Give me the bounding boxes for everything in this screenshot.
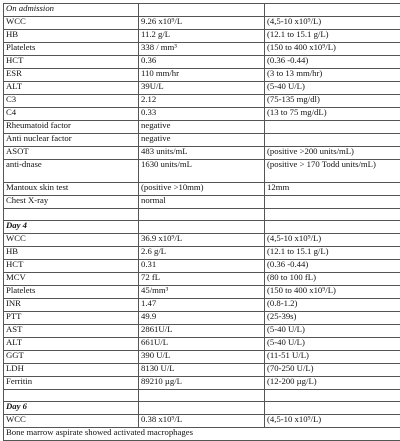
lab-row-ast xyxy=(4,325,400,338)
test-value: 72 fL xyxy=(139,273,265,286)
reference-range: (0.8-1.2) xyxy=(265,299,400,312)
test-name: C3 xyxy=(4,95,139,108)
test-value: 8130 U/L xyxy=(139,364,265,377)
test-value: 0.38 x10⁹/L xyxy=(139,415,265,428)
reference-range xyxy=(265,121,400,134)
lab-row-ptt xyxy=(4,312,400,325)
test-name: Rheumatoid factor xyxy=(4,121,139,134)
test-name: Mantoux skin test xyxy=(4,183,139,196)
test-name: HCT xyxy=(4,260,139,273)
test-value: 9.26 x10⁹/L xyxy=(139,17,265,30)
reference-range: (5-40 U/L) xyxy=(265,82,400,95)
spacer-row xyxy=(4,209,400,221)
test-value: 2861U/L xyxy=(139,325,265,338)
reference-range: (5-40 U/L) xyxy=(265,325,400,338)
reference-range: (positive > 170 Todd units/mL) xyxy=(265,160,400,183)
test-value: normal xyxy=(139,196,265,209)
reference-range xyxy=(265,196,400,209)
test-value: 11.2 g/L xyxy=(139,30,265,43)
test-name: Platelets xyxy=(4,43,139,56)
empty-cell xyxy=(4,209,139,221)
test-value: 2.6 g/L xyxy=(139,247,265,260)
lab-row-platelets xyxy=(4,286,400,299)
section-header-day-6 xyxy=(4,402,400,415)
lab-row-esr xyxy=(4,69,400,82)
section-title: Day 6 xyxy=(4,402,139,415)
reference-range: (12.1 to 15.1 g/L) xyxy=(265,247,400,260)
lab-row-ferritin xyxy=(4,377,400,390)
reference-range: (25-39s) xyxy=(265,312,400,325)
test-name: WCC xyxy=(4,415,139,428)
lab-row-hb xyxy=(4,30,400,43)
test-value: 49.9 xyxy=(139,312,265,325)
test-name: WCC xyxy=(4,17,139,30)
reference-range: (0.36 -0.44) xyxy=(265,260,400,273)
reference-range: (12-200 µg/L) xyxy=(265,377,400,390)
test-name: AST xyxy=(4,325,139,338)
test-name: LDH xyxy=(4,364,139,377)
empty-cell xyxy=(265,209,400,221)
test-value: 390 U/L xyxy=(139,351,265,364)
lab-row-wcc xyxy=(4,415,400,428)
lab-row-mantoux-skin-test xyxy=(4,183,400,196)
lab-row-rheumatoid-factor xyxy=(4,121,400,134)
test-value: 0.33 xyxy=(139,108,265,121)
lab-row-asot xyxy=(4,147,400,160)
reference-range xyxy=(265,134,400,147)
empty-cell xyxy=(139,221,265,234)
reference-range: (positive >200 units/mL) xyxy=(265,147,400,160)
test-name: ESR xyxy=(4,69,139,82)
test-name: HB xyxy=(4,30,139,43)
lab-row-inr xyxy=(4,299,400,312)
test-value: 338 / mm³ xyxy=(139,43,265,56)
reference-range: (80 to 100 fL) xyxy=(265,273,400,286)
lab-row-hct xyxy=(4,260,400,273)
lab-row-mcv xyxy=(4,273,400,286)
test-value: 89210 µg/L xyxy=(139,377,265,390)
lab-row-anti-dnase xyxy=(4,160,400,183)
lab-row-wcc xyxy=(4,17,400,30)
test-value: 483 units/mL xyxy=(139,147,265,160)
test-name: HB xyxy=(4,247,139,260)
test-name: ALT xyxy=(4,338,139,351)
reference-range: (0.36 -0.44) xyxy=(265,56,400,69)
empty-cell xyxy=(139,4,265,17)
section-title: On admission xyxy=(4,4,139,17)
test-name: ALT xyxy=(4,82,139,95)
test-name: anti-dnase xyxy=(4,160,139,183)
reference-range: 12mm xyxy=(265,183,400,196)
test-value: 661U/L xyxy=(139,338,265,351)
lab-row-hct xyxy=(4,56,400,69)
lab-row-c4 xyxy=(4,108,400,121)
lab-results-table xyxy=(3,3,400,441)
test-value: negative xyxy=(139,121,265,134)
lab-row-wcc xyxy=(4,234,400,247)
reference-range: (13 to 75 mg/dL) xyxy=(265,108,400,121)
reference-range: (150 to 400 x10⁹/L) xyxy=(265,286,400,299)
note-row xyxy=(4,428,400,441)
test-name: Platelets xyxy=(4,286,139,299)
lab-row-alt xyxy=(4,82,400,95)
reference-range: (4,5-10 x10⁹/L) xyxy=(265,17,400,30)
test-value: (positive >10mm) xyxy=(139,183,265,196)
test-name: HCT xyxy=(4,56,139,69)
test-value: negative xyxy=(139,134,265,147)
reference-range: (3 to 13 mm/hr) xyxy=(265,69,400,82)
test-name: PTT xyxy=(4,312,139,325)
lab-row-ggt xyxy=(4,351,400,364)
lab-results-body xyxy=(4,4,400,441)
empty-cell xyxy=(265,4,400,17)
reference-range: (70-250 U/L) xyxy=(265,364,400,377)
test-value: 110 mm/hr xyxy=(139,69,265,82)
test-name: GGT xyxy=(4,351,139,364)
lab-row-platelets xyxy=(4,43,400,56)
test-name: MCV xyxy=(4,273,139,286)
test-name: Anti nuclear factor xyxy=(4,134,139,147)
reference-range: (4,5-10 x10⁹/L) xyxy=(265,234,400,247)
empty-cell xyxy=(265,402,400,415)
test-name: Ferritin xyxy=(4,377,139,390)
section-header-day-4 xyxy=(4,221,400,234)
test-value: 0.36 xyxy=(139,56,265,69)
reference-range: (5-40 U/L) xyxy=(265,338,400,351)
lab-row-c3 xyxy=(4,95,400,108)
test-value: 0.31 xyxy=(139,260,265,273)
empty-cell xyxy=(265,221,400,234)
test-value: 45/mm³ xyxy=(139,286,265,299)
section-title: Day 4 xyxy=(4,221,139,234)
lab-row-alt xyxy=(4,338,400,351)
empty-cell xyxy=(139,402,265,415)
reference-range: (4,5-10 x10⁹/L) xyxy=(265,415,400,428)
test-value: 36.9 x10⁹/L xyxy=(139,234,265,247)
test-value: 2.12 xyxy=(139,95,265,108)
empty-cell xyxy=(139,209,265,221)
lab-row-chest-x-ray xyxy=(4,196,400,209)
test-name: INR xyxy=(4,299,139,312)
lab-row-hb xyxy=(4,247,400,260)
section-header-on-admission xyxy=(4,4,400,17)
reference-range: (150 to 400 x10⁹/L) xyxy=(265,43,400,56)
lab-row-anti-nuclear-factor xyxy=(4,134,400,147)
test-name: ASOT xyxy=(4,147,139,160)
test-value: 1630 units/mL xyxy=(139,160,265,183)
reference-range: (12.1 to 15.1 g/L) xyxy=(265,30,400,43)
test-name: Chest X-ray xyxy=(4,196,139,209)
lab-row-ldh xyxy=(4,364,400,377)
reference-range: (11-51 U/L) xyxy=(265,351,400,364)
reference-range: (75-135 mg/dl) xyxy=(265,95,400,108)
test-value: 1.47 xyxy=(139,299,265,312)
test-name: C4 xyxy=(4,108,139,121)
test-name: WCC xyxy=(4,234,139,247)
bone-marrow-note: Bone marrow aspirate showed activated macrophages xyxy=(4,428,400,441)
test-value: 39U/L xyxy=(139,82,265,95)
